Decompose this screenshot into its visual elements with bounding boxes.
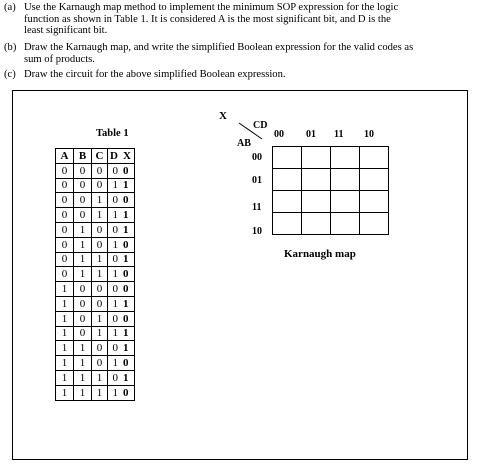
truth-table-cell: 1 (108, 237, 122, 252)
table-row (56, 267, 135, 282)
table-row (56, 252, 135, 267)
table-row (56, 356, 135, 371)
table-row (56, 326, 135, 341)
table-row (56, 282, 135, 297)
kmap-cell (273, 169, 302, 191)
truth-table-cell: 0 (121, 311, 135, 326)
kmap-cell (331, 147, 360, 169)
truth-table-cell: 0 (74, 208, 92, 223)
truth-table-cell: 1 (121, 178, 135, 193)
table-row (56, 370, 135, 385)
truth-table-cell: 0 (56, 163, 74, 178)
kmap-row-header: 10 (252, 226, 262, 237)
kmap-caption: Karnaugh map (284, 248, 356, 260)
truth-table-cell: 0 (108, 311, 122, 326)
truth-table-cell: 1 (121, 370, 135, 385)
truth-table-cell: 1 (92, 208, 108, 223)
kmap-cell (302, 191, 331, 213)
truth-table-cell: 1 (56, 311, 74, 326)
truth-table-cell: 1 (108, 296, 122, 311)
kmap-col-header: 00 (274, 129, 284, 140)
kmap-row-header: 00 (252, 152, 262, 163)
kmap-cell (273, 191, 302, 213)
truth-table-cell: 1 (108, 326, 122, 341)
truth-table-cell: 1 (92, 370, 108, 385)
truth-table-cell: 1 (108, 385, 122, 400)
truth-table-cell: 0 (74, 282, 92, 297)
table-row (56, 193, 135, 208)
kmap-col-header: 11 (334, 129, 344, 140)
truth-table-cell: 0 (74, 193, 92, 208)
truth-table-cell: 0 (92, 296, 108, 311)
truth-table-cell: 0 (108, 163, 122, 178)
kmap-col-var: CD (253, 120, 268, 131)
truth-table-cell: 0 (121, 385, 135, 400)
truth-table-cell: 1 (74, 252, 92, 267)
truth-table-cell: 0 (92, 178, 108, 193)
truth-table-cell: 1 (92, 193, 108, 208)
table-row (56, 296, 135, 311)
truth-table-cell: 1 (56, 296, 74, 311)
truth-table-cell: 1 (74, 222, 92, 237)
table-row (56, 385, 135, 400)
truth-table-cell: 0 (108, 193, 122, 208)
truth-table-cell: 0 (92, 163, 108, 178)
kmap-row-header: 11 (252, 202, 262, 213)
truth-table-cell: 0 (74, 178, 92, 193)
question-b-label: (b) (4, 42, 17, 53)
question-b (4, 42, 474, 65)
question-c-line-1: Draw the circuit for the above simplified Boolean expression. (24, 69, 286, 80)
truth-table-cell: 1 (74, 356, 92, 371)
question-c (4, 69, 474, 81)
truth-table-cell: 1 (121, 252, 135, 267)
table-row (56, 311, 135, 326)
truth-table-cell: 0 (121, 267, 135, 282)
table-row (56, 163, 135, 178)
truth-table-cell: 1 (121, 296, 135, 311)
question-b-line-1: Draw the Karnaugh map, and write the simplified Boolean expression for the valid codes as (24, 42, 414, 53)
truth-table-cell: 1 (92, 326, 108, 341)
table1-title: Table 1 (96, 128, 129, 139)
truth-table-cell: 1 (121, 208, 135, 223)
table-row (56, 341, 135, 356)
truth-table-header-cell: B (74, 149, 92, 164)
truth-table-cell: 1 (108, 178, 122, 193)
question-b-line-2: sum of products. (24, 53, 95, 65)
truth-table-cell: 0 (56, 193, 74, 208)
truth-table-cell: 0 (92, 282, 108, 297)
truth-table-cell: 1 (56, 370, 74, 385)
truth-table-cell: 0 (121, 163, 135, 178)
truth-table-cell: 0 (56, 252, 74, 267)
karnaugh-map-grid (272, 146, 389, 235)
truth-table-cell: 0 (74, 326, 92, 341)
truth-table-cell: 1 (74, 267, 92, 282)
truth-table-cell: 1 (121, 341, 135, 356)
truth-table-cell: 1 (56, 326, 74, 341)
kmap-cell (331, 191, 360, 213)
question-a-line-2: function as shown in Table 1. It is considered A is the most significant bit, and D is the (24, 13, 391, 25)
truth-table-cell: 1 (108, 356, 122, 371)
truth-table-cell: 1 (74, 237, 92, 252)
table-row (56, 178, 135, 193)
truth-table-cell: 1 (56, 356, 74, 371)
question-c-label: (c) (4, 69, 16, 80)
question-a-line-3: least significant bit. (24, 25, 108, 37)
truth-table-cell: 1 (108, 267, 122, 282)
kmap-col-header: 01 (306, 129, 316, 140)
truth-table-header-cell: C (92, 149, 108, 164)
truth-table-cell: 0 (74, 296, 92, 311)
truth-table (55, 148, 135, 401)
truth-table-cell: 1 (92, 267, 108, 282)
table-row (56, 208, 135, 223)
question-a (4, 2, 474, 37)
kmap-cell (360, 213, 389, 235)
kmap-cell (302, 213, 331, 235)
kmap-cell (273, 147, 302, 169)
truth-table-cell: 1 (121, 222, 135, 237)
truth-table-cell: 0 (108, 252, 122, 267)
truth-table-cell: 0 (56, 222, 74, 237)
truth-table-cell: 1 (56, 341, 74, 356)
truth-table-header-cell: X (121, 149, 135, 164)
truth-table-cell: 0 (92, 237, 108, 252)
kmap-row-var: AB (237, 138, 251, 149)
truth-table-header-row (56, 149, 135, 164)
truth-table-cell: 0 (121, 356, 135, 371)
truth-table-cell: 1 (92, 252, 108, 267)
truth-table-cell: 1 (92, 311, 108, 326)
truth-table-cell: 1 (121, 326, 135, 341)
kmap-cell (331, 213, 360, 235)
truth-table-cell: 0 (108, 341, 122, 356)
truth-table-cell: 0 (108, 222, 122, 237)
kmap-cell (302, 147, 331, 169)
question-a-line-1: Use the Karnaugh map method to implement the minimum SOP expression for the logic (24, 2, 399, 13)
kmap-cell (331, 169, 360, 191)
truth-table-cell: 1 (74, 370, 92, 385)
truth-table-cell: 0 (74, 163, 92, 178)
truth-table-cell: 0 (92, 356, 108, 371)
truth-table-header-cell: A (56, 149, 74, 164)
truth-table-cell: 1 (56, 282, 74, 297)
truth-table-cell: 0 (74, 311, 92, 326)
truth-table-cell: 0 (56, 208, 74, 223)
truth-table-cell: 1 (74, 341, 92, 356)
truth-table-cell: 0 (56, 178, 74, 193)
kmap-col-header: 10 (364, 129, 374, 140)
truth-table-cell: 0 (92, 341, 108, 356)
truth-table-cell: 0 (121, 193, 135, 208)
truth-table-cell: 0 (121, 237, 135, 252)
table-row (56, 237, 135, 252)
truth-table-cell: 1 (74, 385, 92, 400)
truth-table-cell: 0 (56, 267, 74, 282)
truth-table-cell: 1 (56, 385, 74, 400)
kmap-cell (302, 169, 331, 191)
question-a-label: (a) (4, 2, 16, 13)
truth-table-cell: 1 (108, 208, 122, 223)
truth-table-header-cell: D (108, 149, 122, 164)
kmap-cell (273, 213, 302, 235)
truth-table-cell: 0 (108, 370, 122, 385)
kmap-row-header: 01 (252, 175, 262, 186)
truth-table-cell: 0 (108, 282, 122, 297)
truth-table-cell: 0 (92, 222, 108, 237)
kmap-cell (360, 169, 389, 191)
truth-table-cell: 0 (121, 282, 135, 297)
kmap-output-label: X (219, 110, 227, 122)
truth-table-cell: 1 (92, 385, 108, 400)
kmap-cell (360, 191, 389, 213)
kmap-cell (360, 147, 389, 169)
table-row (56, 222, 135, 237)
truth-table-cell: 0 (56, 237, 74, 252)
